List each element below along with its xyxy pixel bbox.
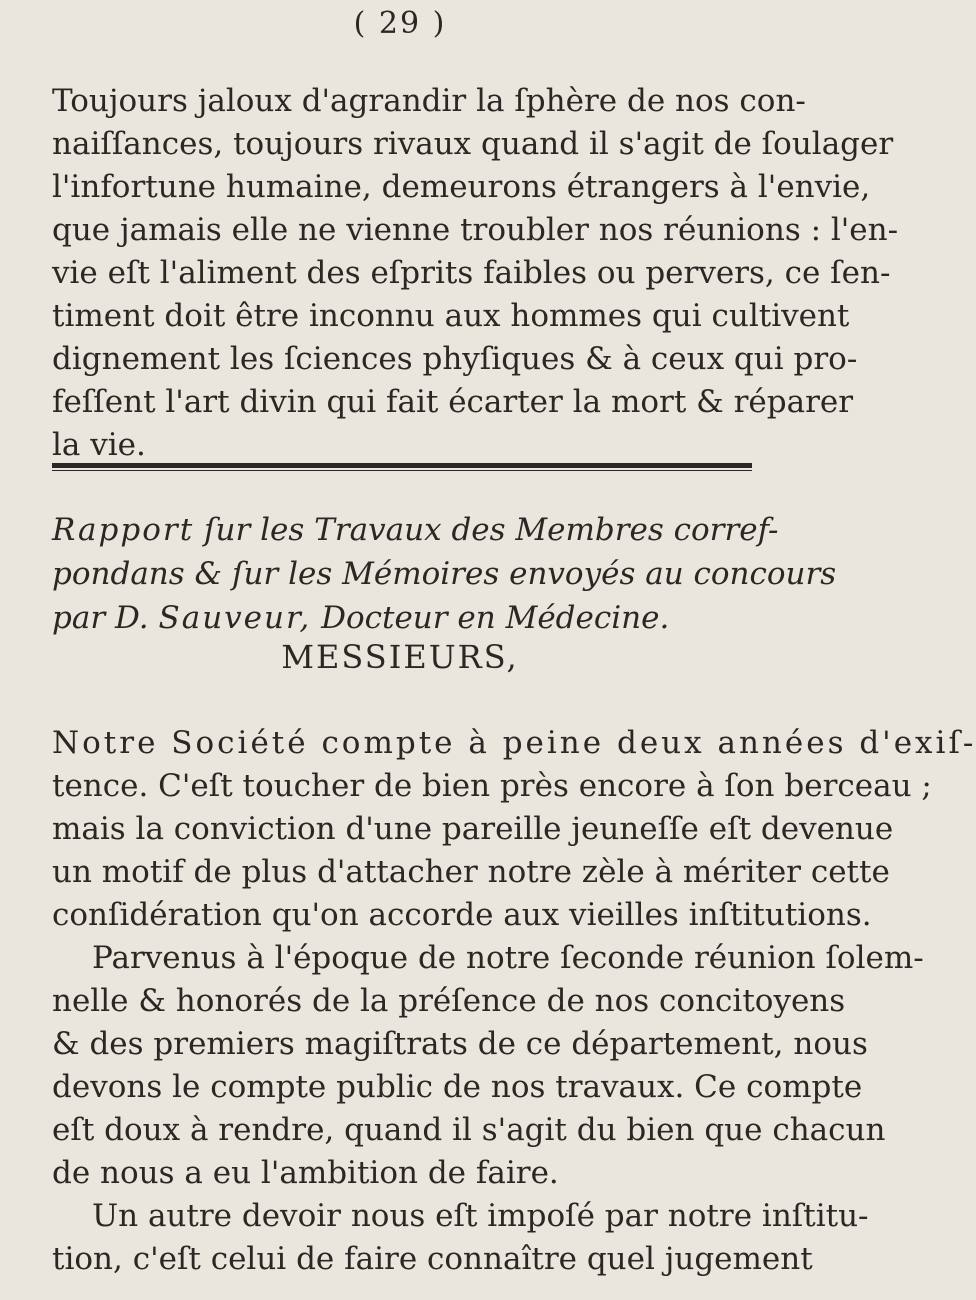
text-line: Un autre devoir nous eſt impoſé par notre inſtitu- [92, 1198, 869, 1234]
title-line-1 [52, 508, 779, 552]
text-line: la vie. [52, 427, 146, 463]
title-line-1-rest: ſur les Travaux des Membres corref- [204, 512, 779, 548]
text-line: timent doit être inconnu aux hommes qui cultivent [52, 298, 850, 334]
text-line: & des premiers magiſtrats de ce département, nous [52, 1026, 868, 1062]
title-line-3-rest: Docteur en Médecine. [321, 600, 670, 636]
text-line: Parvenus à l'époque de notre ſeconde réunion ſolem- [92, 940, 924, 976]
text-line: naiſſances, toujours rivaux quand il s'agit de ſoulager [52, 126, 894, 162]
text-line: mais la conviction d'une pareille jeuneſſe eſt devenue [52, 811, 894, 847]
text-line: tence. C'eſt toucher de bien près encore à ſon berceau ; [52, 768, 932, 804]
page-number: ( 29 ) [353, 6, 447, 41]
text-line: feſſent l'art divin qui fait écarter la mort & réparer [52, 384, 854, 420]
body-paragraph [52, 722, 976, 1281]
text-line: que jamais elle ne vienne troubler nos réunions : l'en- [52, 212, 899, 248]
text-line: un motif de plus d'attacher notre zèle à mériter cette [52, 854, 890, 890]
text-line: eſt doux à rendre, quand il s'agit du bien que chacun [52, 1112, 886, 1148]
text-line: dignement les ſciences phyſiques & à ceux qui pro- [52, 341, 858, 377]
title-line-2: pondans & ſur les Mémoires envoyés au concours [52, 556, 837, 592]
text-line: Notre Société compte à peine deux années d'exiſ- [52, 725, 976, 761]
salutation: MESSIEURS, [281, 638, 519, 676]
title-author: Sauveur, [158, 600, 312, 636]
title-line-3 [52, 596, 752, 640]
report-title [52, 508, 837, 640]
text-line: tion, c'eſt celui de faire connaître quel jugement [52, 1241, 813, 1277]
intro-paragraph [52, 80, 899, 467]
text-line: vie eſt l'aliment des eſprits faibles ou pervers, ce ſen- [52, 255, 891, 291]
text-line: conſidération qu'on accorde aux vieilles inſtitutions. [52, 897, 872, 933]
title-par: par D. [52, 600, 149, 636]
text-line: nelle & honorés de la préſence de nos concitoyens [52, 983, 846, 1019]
section-divider-thin [52, 470, 752, 471]
text-line: de nous a eu l'ambition de faire. [52, 1155, 559, 1191]
text-line: devons le compte public de nos travaux. Ce compte [52, 1069, 863, 1105]
text-line: l'infortune humaine, demeurons étrangers à l'envie, [52, 169, 871, 205]
text-line: Toujours jaloux d'agrandir la ſphère de nos con- [52, 83, 806, 119]
title-lead-word: Rapport [52, 512, 195, 548]
section-divider-thick [52, 463, 752, 468]
